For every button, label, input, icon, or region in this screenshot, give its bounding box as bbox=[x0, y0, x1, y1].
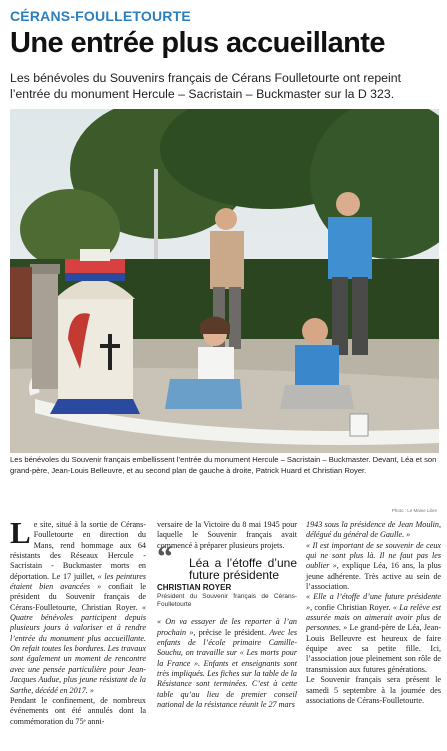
quote-text: Avec les enfants de l’école primaire Camille-Souchu, on travaille sur « Les morts pour la France ». Enfants et enseignants sont très impliqués. Les fiches sur la table de la Résistance sont terminées. C’est à cette table qu’au lieu de premier conseil national de la résistance réunit le 27 mars bbox=[157, 627, 298, 710]
monument-photo-illustration bbox=[10, 109, 439, 453]
body-text: , confie Christian Royer. bbox=[310, 602, 391, 612]
pull-quote bbox=[157, 538, 297, 609]
body-paragraph: versaire de la Victoire du 8 mai 1945 pour laquelle le Souvenir français avait commencé à préparer plusieurs projets. bbox=[157, 520, 297, 550]
headline: Une entrée plus accueillante bbox=[10, 27, 385, 59]
quote-mark-icon: “ bbox=[157, 538, 173, 575]
body-column-1 bbox=[10, 515, 147, 727]
quote-text: 1943 sous la présidence de Jean Moulin, délégué du général de Gaulle. » bbox=[306, 520, 441, 540]
quote-text: « les peintures étaient bien avancées » bbox=[10, 571, 147, 592]
body-paragraph: Le Souvenir français sera présent le samedi 5 septembre à la journée des associations de Cérans-Foulletourte. bbox=[306, 675, 441, 705]
body-text: , précise le président. bbox=[193, 627, 267, 637]
body-text: e site, situé à la sortie de Cérans-Foulletourte en direction du Mans, rend hommage aux 64 résistants des Réseaux Hercule - Sacristain - Buckmaster morts en déportation. Le 17 juillet, bbox=[10, 520, 146, 581]
body-text: confiait le président du Souvenir français de Cérans-Foulletourte, Christian Royer. bbox=[10, 582, 147, 612]
drop-cap: L bbox=[10, 515, 31, 550]
body-text: Le grand-père de Léa, Jean-Louis Belleuvre est heureux de faire équipe avec sa petite fille. Ici, l’association joue pleinement son rôle de transmission aux futures générations. bbox=[306, 623, 442, 674]
body-text: , explique Léa, 16 ans, la plus jeune adhérente. Très active au sein de l’association. bbox=[306, 561, 441, 592]
quote-text: « Quatre bénévoles participent depuis plusieurs jours à valoriser et à rendre l’entrée du monument plus accueillante. On refait toutes les bordures. Les travaux sont également un moment de rencontre avec une pensée particulière pour Jean-Jacques Audue, plus jeune résistant de la Sarthe, décédé en 2017. » bbox=[10, 602, 146, 695]
quote-text: « On va essayer de les reporter à l’an prochain » bbox=[157, 617, 297, 637]
photo-caption: Les bénévoles du Souvenir français embellissent l’entrée du monument Hercule – Sacristain – Buckmaster. Devant, Léa et son grand-père, Jean-Louis Belleuvre, et au second plan de gauche à droite, Patrick Huard et Christian Royer. bbox=[10, 455, 437, 475]
section-kicker: CÉRANS-FOULLETOURTE bbox=[10, 8, 191, 24]
quote-text: « La relève est assurée mais on aimerait avoir plus de personnes. » bbox=[306, 602, 442, 633]
body-column-3 bbox=[306, 520, 441, 706]
body-paragraph: Pendant le confinement, de nombreux événements ont été annulés dont la commémoration du 75ᵉ anni- bbox=[10, 695, 146, 726]
photo-credit: Photo : Le Maine Libre bbox=[391, 508, 437, 513]
pull-quote-author: CHRISTIAN ROYER bbox=[157, 583, 232, 593]
article-deck: Les bénévoles du Souvenirs français de Cérans Foulletourte ont repeint l’entrée du monument Hercule – Sacristain – Buckmaster sur la D 323. bbox=[10, 71, 402, 101]
body-column-2 bbox=[157, 520, 297, 710]
pull-quote-author-role: Président du Souvenir français de Cérans-Foulletourte bbox=[157, 593, 297, 609]
pull-quote-text: Léa a l’étoffe d’une future présidente bbox=[189, 556, 297, 583]
quote-text: « Elle a l’étoffe d’une future présidente » bbox=[306, 592, 441, 612]
quote-text: « Il est important de se souvenir de ceux qui ne sont plus là. Il ne faut pas les oublier » bbox=[306, 540, 441, 571]
article-photo bbox=[10, 109, 439, 453]
